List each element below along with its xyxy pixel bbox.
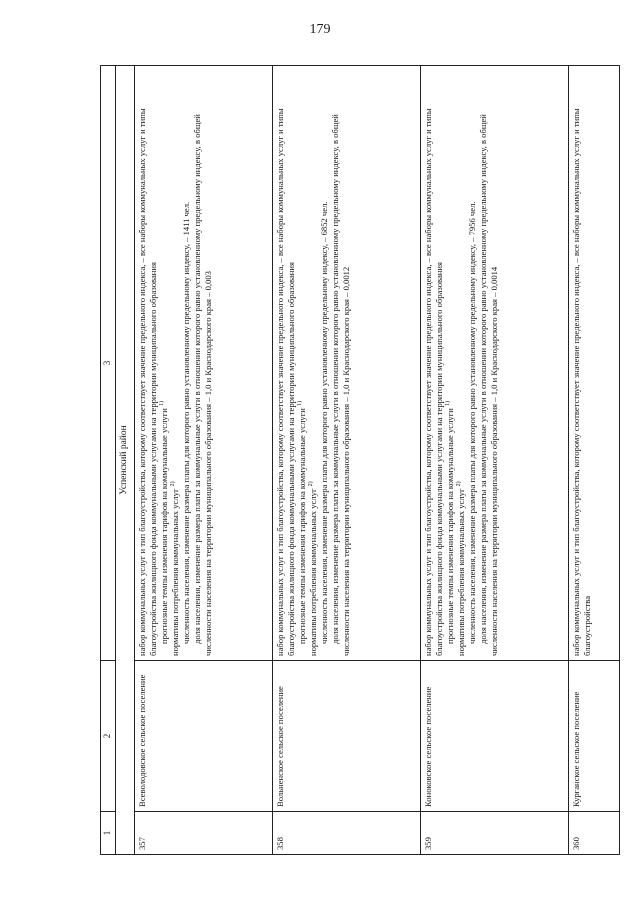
table-row (569, 66, 620, 855)
population-text: численность населения, изменение размера платы для которого равно установленному предельному индексу, – 6852 чел. (319, 201, 329, 644)
table-row (421, 66, 569, 855)
population-text: численность населения, изменение размера платы для которого равно установленному предельному индексу, – 7956 чел. (467, 201, 477, 644)
tariff-text: прогнозные темпы изменения тарифов на коммунальные услуги $^{1)}$ (297, 401, 307, 644)
row-number: 360 (569, 812, 620, 855)
share-text: доля населения, изменение размера платы за коммунальные услуги в отношении которого равно установленному предельному индексу, в общей численности населения на территории муниципального образования – 1,0 и Краснодарского края – 0,0012 (330, 114, 351, 656)
district-name: Успенский район (116, 66, 135, 855)
row-number: 357 (135, 812, 273, 855)
tariff-text: прогнозные темпы изменения тарифов на коммунальные услуги $^{1)}$ (159, 401, 169, 644)
norms-text: нормативы потребления коммунальных услуг $^{2)}$ (456, 481, 466, 656)
district-row (116, 66, 135, 855)
row-number: 358 (273, 812, 421, 855)
row-description (421, 66, 569, 661)
settlement-name: Вольненское сельское поселение (273, 661, 421, 812)
row-description (135, 66, 273, 661)
row-number: 359 (421, 812, 569, 855)
services-table (100, 65, 620, 855)
norms-text: нормативы потребления коммунальных услуг $^{2)}$ (308, 481, 318, 656)
page-number: 179 (309, 22, 331, 37)
header-row (101, 66, 116, 855)
header-col-2: 2 (101, 661, 116, 812)
row-description (569, 66, 620, 661)
population-text: численность населения, изменение размера платы для которого равно установленному предельному индексу, – 1411 чел. (181, 201, 191, 644)
service-set-text: набор коммунальных услуг и тип благоустройства, которому соответствует значение предельного индекса, – все наборы коммунальных услуг и типы благоустройства (571, 108, 592, 656)
rotated-table-container (100, 65, 620, 855)
settlement-name: Всеволодовское сельское поселение (135, 661, 273, 812)
tariff-text: прогнозные темпы изменения тарифов на коммунальные услуги $^{1)}$ (445, 401, 455, 644)
service-set-text: набор коммунальных услуг и тип благоустройства, которому соответствует значение предельного индекса, – все наборы коммунальных услуг и типы благоустройства жилищного фонда коммунальными услугами на территории муниципального образования (423, 108, 444, 656)
table-row (273, 66, 421, 855)
table-row (135, 66, 273, 855)
header-col-3: 3 (101, 66, 116, 661)
share-text: доля населения, изменение размера платы за коммунальные услуги в отношении которого равно установленному предельному индексу, в общей численности населения на территории муниципального образования – 1,0 и Краснодарского края – 0,0014 (478, 114, 499, 656)
settlement-name: Коноковское сельское поселение (421, 661, 569, 812)
service-set-text: набор коммунальных услуг и тип благоустройства, которому соответствует значение предельного индекса, – все наборы коммунальных услуг и типы благоустройства жилищного фонда коммунальными услугами на территории муниципального образования (275, 108, 296, 656)
header-col-1: 1 (101, 812, 116, 855)
settlement-name: Курганское сельское поселение (569, 661, 620, 812)
row-description (273, 66, 421, 661)
share-text: доля населения, изменение размера платы за коммунальные услуги в отношении которого равно установленному предельному индексу, в общей численности населения на территории муниципального образования – 1,0 и Краснодарского края – 0,003 (192, 114, 213, 656)
service-set-text: набор коммунальных услуг и тип благоустройства, которому соответствует значение предельного индекса, – все наборы коммунальных услуг и типы благоустройства жилищного фонда коммунальными услугами на территории муниципального образования (137, 108, 158, 656)
norms-text: нормативы потребления коммунальных услуг $^{2)}$ (170, 481, 180, 656)
